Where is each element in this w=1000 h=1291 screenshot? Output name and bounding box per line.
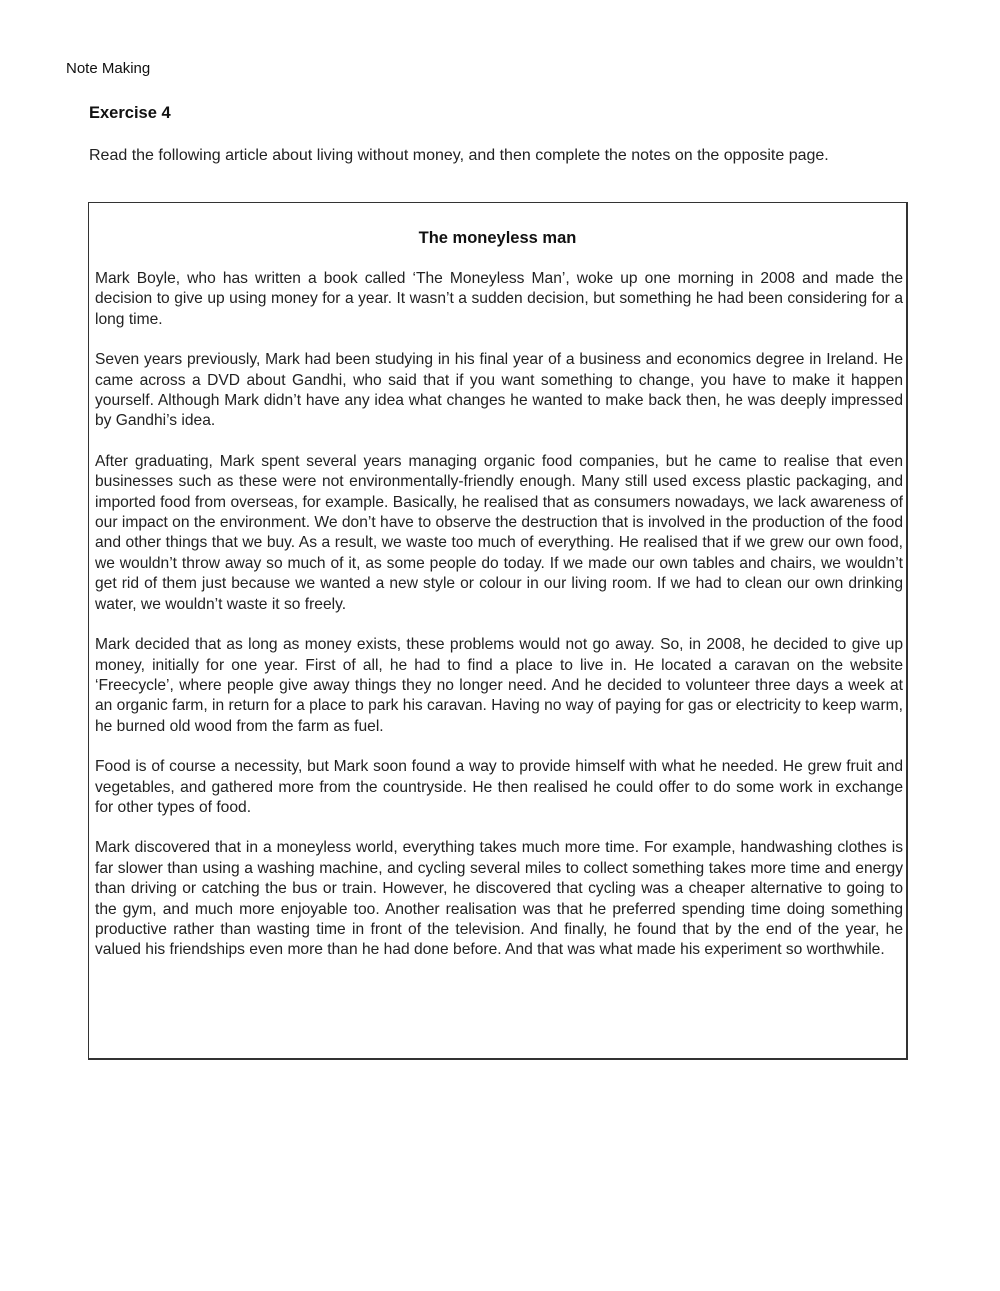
article-body [95, 269, 903, 981]
article-paragraph: Mark Boyle, who has written a book called ‘The Moneyless Man’, woke up one morning in 2008 and made the decision to give up using money for a year. It wasn’t a sudden decision, but something he had been considering for a long time. [95, 270, 903, 328]
exercise-instructions: Read the following article about living without money, and then complete the notes on the opposite page. [89, 147, 829, 164]
article-box [88, 202, 908, 1060]
page-header: Note Making [66, 60, 151, 77]
article-paragraph: After graduating, Mark spent several years managing organic food companies, but he came to realise that even businesses such as these were not environmentally-friendly enough. Many still used excess plastic packaging, and imported food from overseas, for example. Basically, he realised that as consumers nowadays, we lack awareness of our impact on the environment. We don’t have to observe the destruction that is involved in the production of the food and other things that we buy. As a result, we waste too much of everything. He realised that if we grew our own food, we wouldn’t throw away so much of it, as some people do today. If we made our own tables and chairs, we wouldn’t get rid of them just because we wanted a new style or colour in our living room. If we had to clean our own drinking water, we wouldn’t waste it so freely. [95, 452, 903, 613]
article-paragraph: Food is of course a necessity, but Mark soon found a way to provide himself with what he needed. He grew fruit and vegetables, and gathered more from the countryside. He then realised he could offer to do some work in exchange for other types of food. [95, 758, 903, 816]
article-title: The moneyless man [418, 229, 577, 247]
article-paragraph: Seven years previously, Mark had been studying in his final year of a business and economics degree in Ireland. He came across a DVD about Gandhi, who said that if you want something to change, you have to make it happen yourself. Although Mark didn’t have any idea what changes he wanted to make back then, he was deeply impressed by Gandhi’s idea. [95, 351, 903, 430]
article-paragraph: Mark decided that as long as money exists, these problems would not go away. So, in 2008, he decided to give up money, initially for one year. First of all, he had to find a place to live in. He located a caravan on the website ‘Freecycle’, where people give away things they no longer need. And he decided to volunteer three days a week at an organic farm, in return for a place to park his caravan. Having no way of paying for gas or electricity to keep warm, he burned old wood from the farm as fuel. [95, 636, 903, 735]
article-paragraph: Mark discovered that in a moneyless world, everything takes much more time. For example, handwashing clothes is far slower than using a washing machine, and cycling several miles to collect something takes more time and energy than driving or catching the bus or train. However, he discovered that cycling was a cheaper alternative to going to the gym, and much more enjoyable too. Another realisation was that he preferred spending time doing something productive rather than wasting time in front of the television. And finally, he found that by the end of the year, he valued his friendships even more than he had done before. And that was what made his experiment so worthwhile. [95, 839, 903, 959]
exercise-title: Exercise 4 [89, 104, 171, 122]
